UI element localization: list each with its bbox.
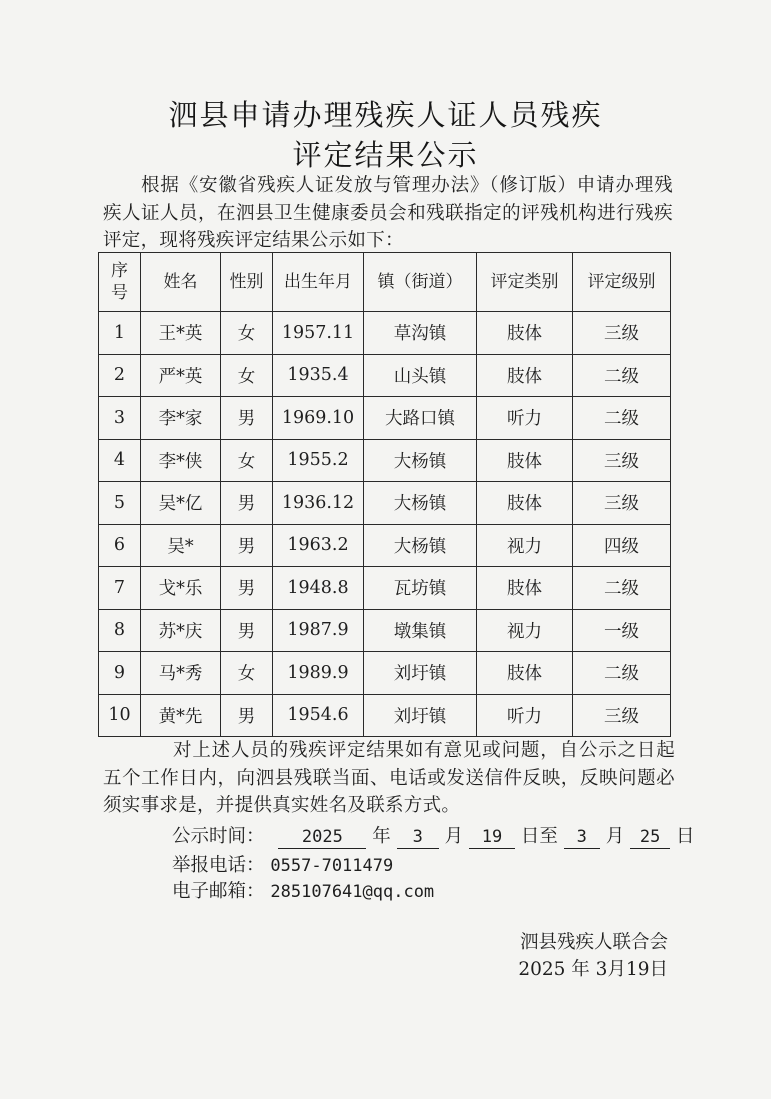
cell-birth: 1989.9	[273, 652, 364, 695]
cell-gender: 女	[221, 312, 273, 355]
cell-birth: 1955.2	[273, 439, 364, 482]
notice-start-day: 19	[469, 827, 515, 849]
cell-town: 草沟镇	[364, 312, 477, 355]
cell-birth: 1957.11	[273, 312, 364, 355]
cell-name: 黄*先	[141, 694, 221, 737]
cell-town: 瓦坊镇	[364, 567, 477, 610]
notice-end-month: 3	[564, 827, 600, 849]
cell-town: 刘圩镇	[364, 652, 477, 695]
col-header-category: 评定类别	[477, 253, 573, 312]
cell-category: 视力	[477, 524, 573, 567]
cell-level: 二级	[573, 397, 671, 440]
report-email-label: 电子邮箱：	[172, 881, 265, 902]
cell-gender: 男	[221, 524, 273, 567]
table-row	[99, 524, 671, 567]
table-row	[99, 354, 671, 397]
table-row	[99, 482, 671, 525]
cell-gender: 女	[221, 439, 273, 482]
results-table	[98, 252, 671, 737]
cell-seq: 8	[99, 609, 141, 652]
cell-category: 听力	[477, 694, 573, 737]
notice-month-unit-2: 月	[605, 826, 625, 847]
cell-level: 二级	[573, 652, 671, 695]
cell-gender: 女	[221, 652, 273, 695]
cell-town: 大路口镇	[364, 397, 477, 440]
cell-seq: 5	[99, 482, 141, 525]
cell-town: 山头镇	[364, 354, 477, 397]
table-row	[99, 652, 671, 695]
cell-birth: 1948.8	[273, 567, 364, 610]
cell-level: 二级	[573, 354, 671, 397]
report-phone	[172, 851, 393, 877]
cell-town: 大杨镇	[364, 439, 477, 482]
cell-name: 李*家	[141, 397, 221, 440]
col-header-birth: 出生年月	[273, 253, 364, 312]
document-title-line2: 评定结果公示	[292, 138, 479, 172]
cell-level: 四级	[573, 524, 671, 567]
col-header-name: 姓名	[141, 253, 221, 312]
col-header-level: 评定级别	[573, 253, 671, 312]
cell-birth: 1963.2	[273, 524, 364, 567]
table-row	[99, 312, 671, 355]
cell-name: 王*英	[141, 312, 221, 355]
cell-town: 墩集镇	[364, 609, 477, 652]
cell-birth: 1987.9	[273, 609, 364, 652]
cell-birth: 1936.12	[273, 482, 364, 525]
cell-category: 肢体	[477, 567, 573, 610]
report-email-address: 285107641@qq.com	[270, 882, 435, 902]
cell-level: 三级	[573, 482, 671, 525]
notice-start-month: 3	[397, 827, 439, 849]
cell-level: 二级	[573, 567, 671, 610]
cell-seq: 1	[99, 312, 141, 355]
cell-seq: 4	[99, 439, 141, 482]
cell-level: 一级	[573, 609, 671, 652]
cell-seq: 6	[99, 524, 141, 567]
cell-gender: 男	[221, 567, 273, 610]
cell-level: 三级	[573, 694, 671, 737]
cell-seq: 9	[99, 652, 141, 695]
cell-gender: 男	[221, 397, 273, 440]
cell-town: 刘圩镇	[364, 694, 477, 737]
notice-day-to: 日至	[520, 826, 558, 847]
cell-town: 大杨镇	[364, 524, 477, 567]
cell-seq: 3	[99, 397, 141, 440]
intro-paragraph: 根据《安徽省残疾人证发放与管理办法》（修订版）申请办理残疾人证人员，在泗县卫生健康委员会和残联指定的评残机构进行残疾评定，现将残疾评定结果公示如下：	[103, 175, 673, 251]
cell-category: 听力	[477, 397, 573, 440]
cell-level: 三级	[573, 439, 671, 482]
table-row	[99, 694, 671, 737]
cell-category: 视力	[477, 609, 573, 652]
notice-year: 2025	[278, 827, 366, 849]
notice-period-label: 公示时间：	[172, 826, 265, 847]
cell-seq: 7	[99, 567, 141, 610]
table-header-row	[99, 253, 671, 312]
document-title-line1: 泗县申请办理残疾人证人员残疾	[168, 98, 603, 132]
cell-name: 戈*乐	[141, 567, 221, 610]
cell-gender: 男	[221, 694, 273, 737]
cell-seq: 10	[99, 694, 141, 737]
cell-gender: 男	[221, 482, 273, 525]
cell-town: 大杨镇	[364, 482, 477, 525]
closing-paragraph: 对上述人员的残疾评定结果如有意见或问题，自公示之日起五个工作日内，向泗县残联当面、电话或发送信件反映，反映问题必须实事求是，并提供真实姓名及联系方式。	[103, 740, 675, 816]
col-header-seq: 序号	[99, 253, 141, 312]
notice-end-day: 25	[630, 827, 670, 849]
results-table-body	[99, 312, 671, 737]
signature-date: 2025 年 3月19日	[518, 959, 668, 980]
notice-month-unit: 月	[444, 826, 464, 847]
cell-gender: 男	[221, 609, 273, 652]
cell-name: 马*秀	[141, 652, 221, 695]
col-header-town: 镇（街道）	[364, 253, 477, 312]
report-phone-number: 0557-7011479	[270, 856, 394, 876]
col-header-gender: 性别	[221, 253, 273, 312]
cell-category: 肢体	[477, 482, 573, 525]
table-row	[99, 609, 671, 652]
cell-name: 李*侠	[141, 439, 221, 482]
cell-birth: 1969.10	[273, 397, 364, 440]
cell-name: 吴*	[141, 524, 221, 567]
cell-level: 三级	[573, 312, 671, 355]
cell-category: 肢体	[477, 439, 573, 482]
cell-name: 苏*庆	[141, 609, 221, 652]
notice-year-unit: 年	[372, 826, 391, 847]
cell-category: 肢体	[477, 652, 573, 695]
cell-gender: 女	[221, 354, 273, 397]
cell-category: 肢体	[477, 312, 573, 355]
cell-birth: 1954.6	[273, 694, 364, 737]
table-row	[99, 397, 671, 440]
signature-organization: 泗县残疾人联合会	[519, 932, 668, 953]
notice-day-unit: 日	[675, 826, 695, 847]
cell-birth: 1935.4	[273, 354, 364, 397]
table-row	[99, 439, 671, 482]
cell-seq: 2	[99, 354, 141, 397]
cell-category: 肢体	[477, 354, 573, 397]
notice-period	[172, 822, 695, 849]
cell-name: 吴*亿	[141, 482, 221, 525]
report-email	[172, 877, 434, 903]
report-phone-label: 举报电话：	[172, 855, 265, 876]
table-row	[99, 567, 671, 610]
cell-name: 严*英	[141, 354, 221, 397]
